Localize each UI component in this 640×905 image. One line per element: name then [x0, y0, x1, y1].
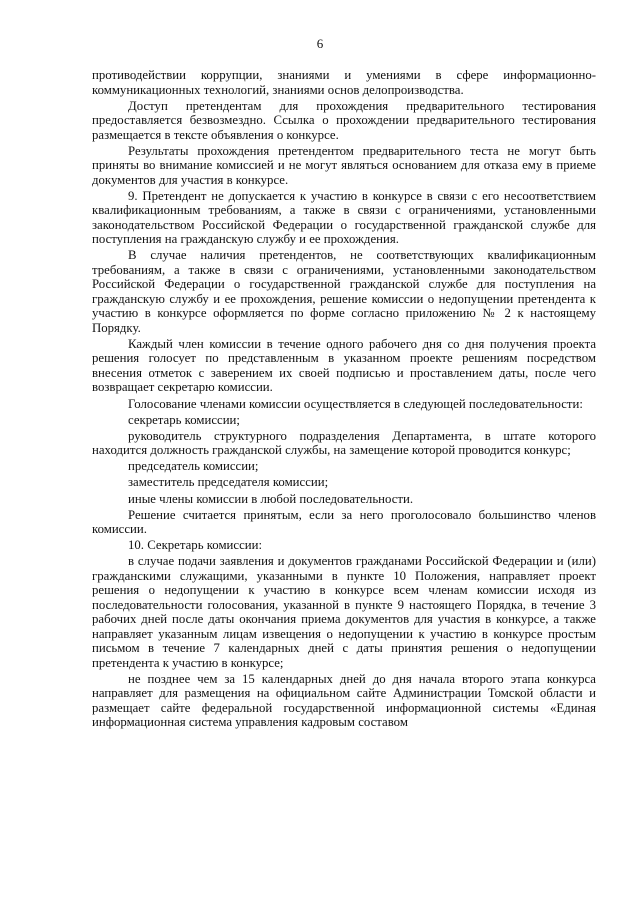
paragraph-secretary-publish: не позднее чем за 15 календарных дней до дня начала второго этапа конкурса направляет для размещения на официальном сайте Администрации Томской области и размещает сайте федеральной государственной информационной системы «Единая информационная система управления кадровым составом: [92, 671, 596, 730]
paragraph-non-compliance: В случае наличия претендентов, не соответствующих квалификационным требованиям, а также в связи с ограничениями, установленными законодательством Российской Федерации о государственной гражданской службе для поступления на гражданскую службу и ее прохождения, решение комиссии о недопущении претендента к участию в конкурсе оформляется по форме согласно приложению № 2 к настоящему Порядку.: [92, 248, 596, 335]
document-body: [92, 68, 596, 732]
paragraph-test-access: Доступ претендентам для прохождения предварительного тестирования предоставляется безвозмездно. Ссылка о прохождении предварительного тестирования размещается в тексте объявления о конкурсе.: [92, 98, 596, 142]
paragraph-decision-majority: Решение считается принятым, если за него проголосовало большинство членов комиссии.: [92, 507, 596, 537]
paragraph-member-vote: Каждый член комиссии в течение одного рабочего дня со дня получения проекта решения голосует по представленным в указанном проекте решениям посредством внесения отметок с заверением их своей подписью и проставлением даты, после чего возвращает секретарю комиссии.: [92, 336, 596, 395]
list-item-deputy-chairman: заместитель председателя комиссии;: [128, 475, 329, 490]
list-item-secretary: секретарь комиссии;: [128, 412, 240, 427]
list-item-department-head: руководитель структурного подразделения Департамента, в штате которого находится должность гражданской службы, на замещение которой проводится конкурс;: [92, 428, 596, 458]
paragraph-secretary-notice: в случае подачи заявления и документов гражданами Российской Федерации и (или) гражданскими служащими, указанными в пункте 10 Положения, направляет проект решения о недопущении к участию в конкурсе всем членам комиссии исходя из последовательности голосования, указанной в пункте 9 настоящего Порядка, в течение 3 рабочих дней после даты окончания приема документов для участия в конкурсе, а также направляет указанным лицам извещения о недопущении к участию в конкурсе простым письмом в течение 7 календарных дней с даты принятия решения о недопущении претендента к участию в конкурсе;: [92, 554, 596, 670]
list-item-chairman: председатель комиссии;: [128, 459, 259, 474]
page-number: 6: [316, 36, 324, 51]
paragraph-item-10: 10. Секретарь комиссии:: [128, 538, 263, 553]
paragraph-voting-order: Голосование членами комиссии осуществляется в следующей последовательности:: [128, 396, 583, 411]
paragraph-test-results: Результаты прохождения претендентом предварительного теста не могут быть приняты во внимание комиссией и не могут являться основанием для отказа ему в приеме документов для участия в конкурсе.: [92, 143, 596, 187]
paragraph-item-9: 9. Претендент не допускается к участию в конкурсе в связи с его несоответствием квалификационным требованиям, а также в связи с ограничениями, установленными законодательством Российской Федерации о государственной гражданской службе для поступления на гражданскую службу и ее прохождения.: [92, 188, 596, 247]
list-item-other-members: иные члены комиссии в любой последовательности.: [128, 491, 414, 506]
paragraph-continuation: противодействии коррупции, знаниями и умениями в сфере информационно-коммуникационных технологий, знаниями основ делопроизводства.: [92, 68, 596, 97]
